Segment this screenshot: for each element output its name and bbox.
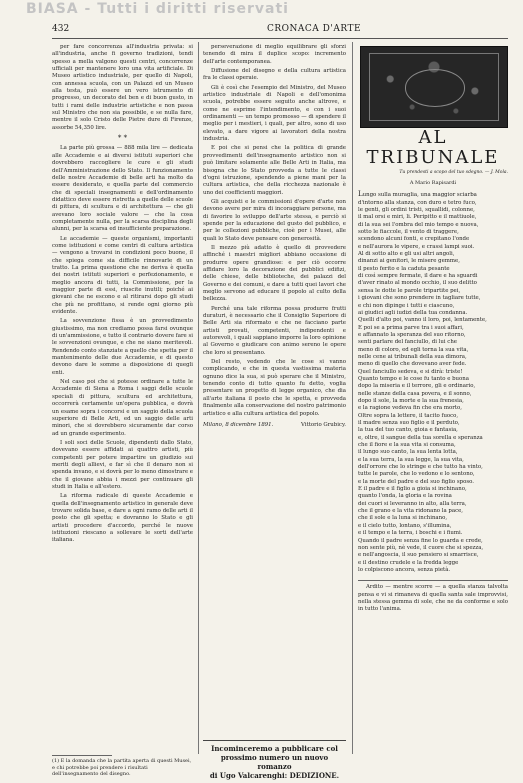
col1-paragraph: La sovvenzione fissa è un provvedimento giustissimo, ma non crediamo possa farsi ovunque di un'ammissione, e tutto il contrario dovere fare si le sovvenzioni ovunque, e che ne siano meritevoli. Rendendo conto stanziate a quello che spetta per il mantenimento delle due Accademie, e di questo devono dare le somme a disposizione di quegli enti. — [52, 318, 193, 376]
running-title: CRONACA D'ARTE — [267, 24, 362, 34]
verse-line: E poi se a prima parve tra i suoi affari, — [358, 324, 464, 331]
verse-line: e il cielo tutto, lontano, s'illumina, — [358, 522, 452, 529]
verse-line: il mal orsi e miri, li. Peripitto e il mattiuole, — [358, 214, 477, 221]
verse-line: meno di quello che dovevano aver fede. — [358, 361, 467, 368]
verse-line: i giovani che sono prendere in tagliare tutte, — [358, 295, 481, 302]
verse-line: che il fiore e la sua vita si consuma, — [358, 442, 456, 449]
verse-line: dei cuori si leveranno in alto, alla terra, — [358, 500, 467, 507]
col1-paragraph: La parte più grossa — 888 mila lire — dedicata alle Accademie e ai diversi istituti superiori che dovrebbero raccogliere le cure e gli studi dell'Amministrazione dello Stato. Il funzionamento delle nostre Accademie di belle arti ha molto da essere desiderato, e quella parte del commercio che di speciali insegnamenti e dell'ordinamento didattico deve essere ristretta a quelle delle scuole di pittura, di scultura e di architettura — che gli avevano loro sociale valore — che la cosa completamente nulla, per la scarsa disciplina degli alunni, per la scarsa ed insufficiente preparazione. — [52, 145, 193, 233]
verse-line: e, oltre, il sangue della tua sorella e speranza — [358, 434, 483, 441]
verse-line: Oltre sopra la lettere, il tacito fuoco, — [358, 412, 459, 419]
watermark: BIASA - Tutti i diritti riservati — [26, 1, 289, 17]
verse-line: E il padre e il figlio a gioia si inchinano, — [358, 486, 467, 493]
announcement-line: Incominceremo a pubblicare col — [211, 744, 338, 753]
verse-line: il pesto ferito e la caduta pesante — [358, 265, 450, 272]
verse-line: ai giudici agli iudizi della tua condanna. — [358, 309, 468, 316]
col2-paragraph: perseverazione di meglio equilibrare gli sforzi tenendo di mira il duplice scopo: incremento dell'arte contemporanea. — [203, 44, 346, 65]
verse-line: sensa le dotte le parole tripartite pei, — [358, 287, 461, 294]
col2-paragraph: Gli è così che l'esempio del Ministro, del Museo artistico industriale di Napoli e dell'omonima scuola, potrebbe essere seguito anche altrove, e come ne esprime l'intendimento, e con i suoi ordinamenti — un tempo promosso — di spendere il meglio per i mestieri, i quali, per altro, sono di uso elevato, a dare vigore ai lavoratori della nostra industria. — [203, 84, 346, 143]
col2-paragraph: Perché una tale riforma possa produrre frutti duraturi, è necessario che il Consiglio Superiore di Belle Arti sia riformato e che ne facciano parte artisti provati, competenti, indipendenti e autorevoli, i quali sappiano imporre la loro opinione al Governo e giudicare con animo sereno le opere che loro si presentano. — [203, 305, 346, 356]
poem-title: AL TRIBUNALE — [366, 127, 500, 168]
section-asterisk: * * — [117, 134, 128, 143]
col1-paragraph: per fare concorrenza all'industria privata: si all'industria, anche fi governo tradizioni, tendi spesso a mella valgono questi centri, concorrenze ufficiali per mantenere loro una vita artificiale. Di Museo artistico industriale, per quello di Napoli, con annessa scuola, con un Palazzi ed un Museo alla testa, può essere un vero istrumento di progresso, un decorato del ben e di buon gusto, in tutti i rami delle industrie artistiche e non passa sul Ministro che non sia possibile, e se nulla fare, mentre il solo Cristo delle Pietre dure di Firenze, assorbe 54,350 lire. — [52, 44, 193, 131]
verse-line: d'aver rinato al mondo occhio, il suo delitto — [358, 280, 477, 287]
verse-line: Quando il padre senza fine lo guarda e crede, — [358, 537, 483, 544]
footnote-rule — [52, 755, 112, 756]
verse-line: quanto l'onda, la gloria e la rovina — [358, 493, 452, 500]
verse-line: senti parlare del fanciullo, di lui che — [358, 339, 457, 346]
verse-line: Quel fanciullo sedeva, e si dirà: triste! — [358, 368, 463, 375]
verse-line: e la sua terra, la sua legge, la sua vita, — [358, 456, 464, 463]
col1-paragraph: Nel caso poi che si potesse ordinare a tutte le Accademie di Siena a Roma i saggi delle scuole speciali di pittura, scultura ed architettura, occorrerà certamente un'opera pubblica, e dovrà un esame sopra i concorsi e un saggio della scuola superiore di Belle Arti, ed un saggio delle arti minori, che si dovrebbero sicuramente dar corso ad un grande esperimento. — [52, 379, 193, 437]
page-number: 432 — [52, 24, 70, 34]
verse-line: sotto le fiaccole, il vento di traggere, — [358, 229, 459, 236]
closing-paragraph: Ardito — mentre scorre — a quella stanza talvolta pensa e vi si rimaneva di quella santa sale improvvisi, nella stessa gemma di sole, che ne da conforme e solo in tutto l'anima. — [358, 580, 508, 613]
verse-line: Quelli d'alto poi, vanno il loro, poi, lentamente, — [358, 317, 487, 324]
col2-paragraph: Del resto, vedendo che le cose si vanno complicando, e che in questa vastissima materia ognuno dice la sua, si può sperare che il Ministro, tenendo conto di tutto quanto fu detto, voglia presentare un progetto di legge organico, che dia all'arte italiana il posto che le spetta, e provveda finalmente alla conservazione del nostro patrimonio artistico e alla cultura artistica del popolo. — [203, 359, 346, 417]
col1-paragraph: I soli soci delle Scuole, dipendenti dallo Stato, dovevano essere affidati ai quattro artisti, più competenti per potere impartire un giudizio sui meriti degli allievi, e far sì che il denaro non si spenda invano, e si dovrà per lo meno dimostrare e che il giovane abbia i mezzi per continuare gli studi in Italia e all'estero. — [52, 439, 193, 490]
announcement-line: prossimo numero un nuovo romanzo — [220, 753, 329, 771]
verse-line: che il grano e la vita ridonano la pace, — [358, 508, 463, 515]
signoff — [203, 422, 346, 429]
verse-line: lo colpiscono ancora, senza pietà. — [358, 566, 451, 573]
col1-paragraph: La riforma radicale di queste Accademie e quella dell'insegnamento artistico in generale deve trovare solida base, e dare a ogni ramo delle arti il posto che gli spetta; e dovranno lo Stato e gli artisti procedere d'accordo, perché le nuove istituzioni riescano a sollevare le sorti dell'arte italiana. — [52, 493, 193, 544]
column-left — [52, 44, 193, 754]
column-middle — [203, 44, 346, 732]
footnote: (1) E la domanda che la partita aperta di questi Musei, e chi potrebbe poi prendere i risultati dell'insegnamento del disegno. — [52, 758, 192, 777]
verse-line: e affannato la speranza del suo ritorno, — [358, 331, 466, 338]
column-divider-2 — [352, 42, 353, 754]
verse-line: e il tempo e la terra, i boschi e i fiumi. — [358, 530, 463, 537]
verse-line: di così sempre fermate, il dare e ha sguardi — [358, 273, 478, 280]
poem-epigraph: Tu prendesti a scopo del tuo sdegno. — J. Mola. — [399, 170, 508, 175]
verse-line: il lungo suo canto, la sua lenta lotta, — [358, 449, 458, 456]
verse-line: meno di coloro, ed egli torna la sua vita, — [358, 346, 469, 353]
verse-line: nelle stanze della casa povera, e il sonno, — [358, 390, 472, 397]
col2-paragraph: Gli acquisti e le commissioni d'opere d'arte non devono avere per mira di incoraggiare persone, ma di favorire lo sviluppo dell'arte stessa, e perciò si spende per la educazione del gusto del pubblico, e per le collezioni pubbliche, cioè per i Musei, alle quali lo Stato deve pensare con generosità. — [203, 198, 346, 242]
header-rule — [52, 38, 508, 39]
col2-paragraph: Il mezzo più adatto è quello di provvedere affinché i maestri migliori abbiano occasione di produrre opere grandiose: e per ciò occorre affidare loro la decorazione dei pubblici edifizi, delle chiese, delle biblioteche, dei palazzi del Governo e dei comuni, e dare a tutti quei lavori che meglio servono ad educare il popolo al culto della bellezza. — [203, 244, 346, 303]
verse-line: non sente più, nè vede, il cuore che si spezza, — [358, 544, 484, 551]
verse-line: e la morte del padre e del suo figlio sposo. — [358, 478, 474, 485]
poem-dedication: A Mario Rapisardi — [409, 180, 457, 186]
verse-line: tutte le parole, che lo vedono e lo sentono, — [358, 471, 475, 478]
verse-line: e chi non dipinge i tutti e ciascuno, — [358, 302, 455, 309]
verse-line: scendono alcuni fonti, e crepitano l'onde — [358, 236, 470, 243]
verse-line: dopo il sole, la morte e la sua frenesia, — [358, 397, 464, 404]
verse-line: Al di sotto alto e gli usi altri angoli, — [358, 251, 455, 258]
verse-line: e il destino crudele e la fredda legge — [358, 559, 459, 566]
signoff-place: Milano, 8 dicembre 1891. — [203, 421, 274, 428]
signoff-author: Vittorio Grubicy. — [301, 421, 346, 428]
announcement-line: di Ugo Valcarenghi: DEDIZIONE. — [209, 771, 340, 780]
verse-line: Quanto tempo e le cose fu tanto e buona — [358, 375, 469, 382]
col2-paragraph: E poi che si pensi che la politica di grande provvedimenti dell'insegnamento artistico non si può limitare solamente alle Belle Arti in Italia, ma bisogna che lo Stato provveda a tutte le classi d'ogni istruzione, spendendo a piene mani per la cultura artistica, che della ricchezza nazionale è uno dei coefficienti maggiori. — [203, 145, 346, 196]
verse-line: d'intorno alla stanza, con duro e tetro fuco, — [358, 199, 477, 206]
verse-line: il madre senza suo figlio e il perduto, — [358, 420, 460, 426]
column-right — [358, 44, 508, 764]
col1-paragraph: Le accademie — queste organismi, importanti come istituzioni e come centri di cultura artistica — vengono a trovarsi in condizioni poco buone, il che spiega come sia difficile rinnovarle di un tratto. La prima questione che ne deriva è quella dei nostri istituti superiori e perfezionamento, e meglio ancora di tutti, la Commissione, per la maggior parte di essi, riuscite inutili; poiché ai giovani che ne escono e al ritirarsi dopo gli studi che più ne profittano, si rende ogni giorno più evidente. — [52, 235, 193, 316]
novel-announcement — [203, 740, 346, 780]
verse-line: la tua del tuo canto, gioia e fantasia, — [358, 427, 458, 434]
column-divider-1 — [198, 42, 199, 754]
verse-line: e nell'angoscia, il suo pensiero si smarrisce, — [358, 552, 479, 559]
verse-line: e la ragione vedeva fin che era morto, — [358, 405, 462, 412]
verse-line: e nell'aurora le vipere, e crassi lampi suoi. — [358, 243, 475, 250]
verse-line: dinanzi ai genitori, le misere gemme, — [358, 258, 460, 265]
col2-paragraph: Diffusione del disegno e della cultura artistica fra le classi operaie. — [203, 68, 346, 82]
verse-line: nelle cene ai tribunali della sua dimora, — [358, 353, 467, 360]
running-head — [52, 22, 508, 36]
verse-line: le genti, gli ordini tristi, squallidi, colonne, — [358, 207, 475, 214]
verse-line: dopo la miseria e il terrore, gli e ordinario, — [358, 383, 476, 390]
verse-line: dell'orrore che lo stringe e che tutto ha vinto, — [358, 464, 483, 471]
verse-line: che il sole e la luna si inchinano, — [358, 515, 448, 522]
poem-verse — [358, 191, 508, 574]
verse-line: di la sua sei l'ombra del mio tempo e nuova, — [358, 221, 479, 228]
verse-line: Lungo sulla muraglia, una maggior sciarba — [358, 190, 477, 199]
